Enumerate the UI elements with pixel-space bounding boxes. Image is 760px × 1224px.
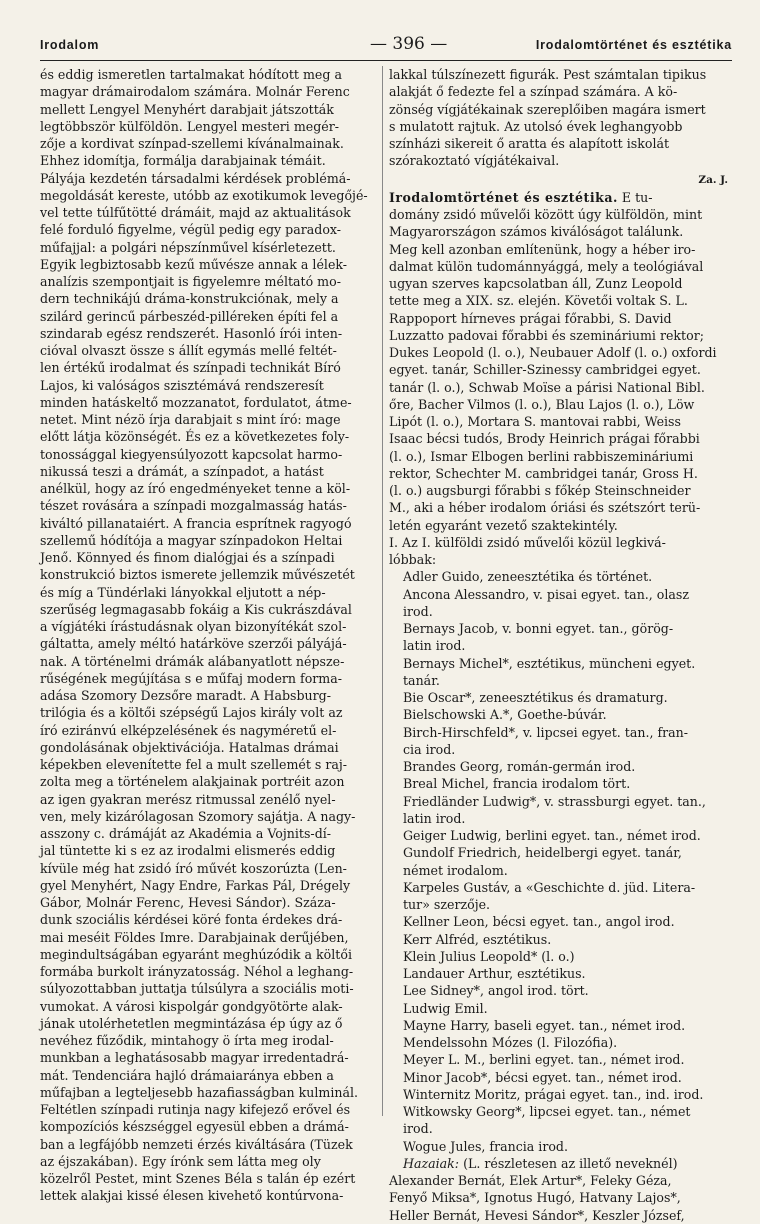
scholar-entry: Karpeles Gustáv, a «Geschichte d. jüd. Litera- tur» szerzője. [403,879,696,912]
scholar-entry: Ludwig Emil. [403,1000,488,1016]
scholar-entry: Winternitz Moritz, prágai egyet. tan., ind. irod. [403,1086,704,1102]
scholar-entry: Lee Sidney*, angol irod. tört. [403,983,589,999]
header-right-title: Irodalomtörténet és esztétika [535,38,732,52]
scholar-entry: Brandes Georg, román-germán irod. [403,759,636,774]
scholar-entry: Bernays Michel*, esztétikus, müncheni egyet. tanár. [403,655,696,688]
scholar-entry: Bie Oscar*, zeneesztétikus és dramaturg. [403,690,668,705]
scholar-entry: Kellner Leon, bécsi egyet. tan., angol irod. [403,914,675,930]
scholar-entry: Breal Michel, francia irodalom tört. [403,776,631,792]
right-column-intro: lakkal túlszínezett figurák. Pest számtalan tipikus alakját ő fedezte fel a színpad számára. A kö- zönség vígjátékainak szereplőiben magára ismert s mulatott rajtuk. Az utolsó évek leghangyobb színházi sikereit ő aratta és alapított iskolát szórakoztató vígjátékaival. [389,67,707,169]
left-column-text: és eddig ismeretlen tartalmakat hódított meg a magyar drámairodalom számára. Molnár Ferenc mellett Lengyel Menyhért darabjait játszották legtöbbször külföldön. Lengyel mesteri megér- zője a kordivat színpad-szellemi kívánalmainak. Ehhez idomítja, formálja darabjainak témáit. Pályája kezdetén társadalmi kérdések problémá- megoldását kereste, utóbb az exotikumok levegőjé- vel tette túlfűtötté drámáit, majd az aktualitások felé forduló figyelme, végül pedig egy paradox- műfajjal: a polgári népszínművel kísérletezett. Egyik legbiztosabb kezű művésze annak a lélek- analízis szempontjait is figyelemre méltató mo- dern technikájú dráma-konstrukciónak, mely a szilárd gerincű párbeszéd-pilléreken építi fel a szindarab egész rendszerét. Hasonló írói inten- cióval olvaszt össze s állít egymás mellé feltét- len értékű irodalmat és színpadi technikát Bíró Lajos, ki valóságos szisztémává rendszeresít minden hatáskeltő mozzanatot, fordulatot, átme- netet. Mint nézö írja darabjait s mint író: mage előtt látja közönségét. És ez a következetes foly- tonossággal kiegyensúlyozott kapcsolat harmo- nikussá teszi a drámát, a színpadot, a hatást anélkül, hogy az író engedményeket tenne a köl- tészet rovására a színpadi mozgalmasság hatás- kiváltó pillanataiért. A francia esprítnek ragyogó szellemű hódítója a magyar színpadokon Heltai Jenő. Könnyed és finom dialógjai és a színpadi konstrukció biztos ismerete jellemzik művészetét és míg a Tündérlaki lányokkal eljutott a nép- szerűség legmagasabb fokáig a Kis cukrászdával a vígjátéki írástudásnak olyan bizonyítékát szol- gáltatta, amely méltó határköve szerzői pályájá- nak. A történelmi drámák alábanyatlott népsze- rűségének megújítása s e műfaj modern forma- adása Szomory Dezsőre maradt. A Habsburg- trilógia és a költői szépségű Lajos király volt az író eziránvú elképzelésének és nagyméretű el- gondolásának objektivációja. Hatalmas drámai képekben elevenítette fel a mult szellemét s raj- zolta meg a történelem alakjainak portréit azon az igen gyakran merész ritmussal zenélő nyel- ven, mely kizárólagosan Szomory sajátja. A nagy- asszony c. drámáját az Akadémia a Vojnits-dí- jal tüntette ki s ez az irodalmi elismerés eddig kívüle még hat zsidó író művét koszorúzta (Len- gyel Menyhért, Nagy Endre, Farkas Pál, Drégely Gábor, Molnár Ferenc, Hevesi Sándor). Száza- dunk szociális kérdései köré fonta érdekes drá- mai meséit Földes Imre. Darabjainak derűjében, megindultságában egyaránt meghúzódik a költői formába burkolt irányzatosság. Néhol a leghang- súlyozottabban juttatja túlsúlyra a szociális moti- vumokat. A városi kispolgár gondgyötörte alak- jának utolérhetetlen megmintázása ép úgy az ő nevéhez fűződik, mintahogy ö írta meg irodal- munkban a leghatásosabb magyar irredentadrá- mát. Tendenciára hajló drámaiaránya ebben a műfajban a legteljesebb hazafiasságban kulminál. Feltétlen színpadi rutinja nagy kifejező erővel és kompozíciós készséggel egyesül ebben a drámá- ban a legfájóbb nemzeti érzés kiváltására (Tüzek az éjszakában). Egy írónk sem látta meg oly közelről Pestet, mint Szenes Béla s talán ép ezért lettek alakjai kissé élesen kivehető kontúrvona- [40,67,368,1204]
scholar-entry: Witkowsky Georg*, lipcsei egyet. tan., német irod. [403,1104,691,1137]
scholar-entry: Mendelssohn Mózes (l. Filozófia). [403,1035,618,1050]
author-signature: Za. J. [698,173,728,186]
column-divider [382,66,383,1116]
scholar-entry: Friedländer Ludwig*, v. strassburgi egyet. tan., latin irod. [403,793,706,826]
scholar-entry: Gundolf Friedrich, heidelbergi egyet. tanár, német irodalom. [403,845,682,878]
hazaiak-paragraph [389,1155,728,1224]
scholar-entry: Meyer L. M., berlini egyet. tan., német irod. [403,1052,685,1068]
scholar-list [389,568,728,1155]
scholar-entry: Klein Julius Leopold* (l. o.) [403,948,575,964]
scholar-entry: Bernays Jacob, v. bonni egyet. tan., görög- latin irod. [403,621,674,654]
scholar-entry: Kerr Alfréd, esztétikus. [403,931,552,947]
right-column [389,66,728,1224]
page-number: — 396 — [370,34,448,54]
header-rule [40,60,732,61]
scholar-entry: Ancona Alessandro, v. pisai egyet. tan., olasz irod. [403,586,690,619]
hazaiak-label: Hazaiak: [403,1155,460,1171]
header-left-title: Irodalom [40,38,100,52]
scholar-entry: Geiger Ludwig, berlini egyet. tan., német irod. [403,828,701,843]
scholar-entry: Adler Guido, zeneesztétika és történet. [403,569,653,585]
hazaiak-text: (L. részletesen az illető neveknél) Alexander Bernát, Elek Artur*, Feleky Géza, Fenyő Miksa*, Ignotus Hugó, Hatvany Lajos*, Heller Bernát, Hevesi Sándor*, Keszler József, [389,1155,685,1223]
scholar-entry: Minor Jacob*, bécsi egyet. tan., német irod. [403,1069,682,1085]
scholar-entry: Landauer Arthur, esztétikus. [403,966,586,981]
scholar-entry: Bielschowski A.*, Goethe-búvár. [403,707,607,723]
scholar-entry: Birch-Hirschfeld*, v. lipcsei egyet. tan., fran- cia irod. [403,724,689,757]
scholar-entry: Mayne Harry, baseli egyet. tan., német irod. [403,1017,686,1033]
section-heading: Irodalomtörténet és esztétika. [389,189,618,205]
running-header [40,34,732,56]
section-body: E tu- domány zsidó művelői között úgy külföldön, mint Magyarországon számos kiválóságot találunk. Meg kell azonban említenünk, hogy a héber iro- dalmat külön tudománnyággá, mely a teológiával ugyan szerves kapcsolatban áll, Zunz Leopold tette meg a XIX. sz. elején. Követői voltak S. L. Rappoport hírneves prágai főrabbi, S. David Luzzatto padovai főrabbi és szemináriumi rektor; Dukes Leopold (l. o.), Neubauer Adolf (l. o.) oxfordi egyet. tanár, Schiller-Szinessy cambridgei egyet. tanár (l. o.), Schwab Moïse a párisi National Bibl. őre, Bacher Vilmos (l. o.), Blau Lajos (l. o.), Löw Lipót (l. o.), Mortara S. mantovai rabbi, Weiss Isaac bécsi tudós, Brody Heinrich prágai főrabbi (l. o.), Ismar Elbogen berlini rabbiszemináriumi rektor, Schechter M. cambridgei tanár, Gross H. (l. o.) augsburgi főrabbi s főkép Steinschneider M., aki a héber irodalom óriási és szétszórt terü- letén egyaránt vezető szaktekintély. I. Az I. külföldi zsidó művelői közül legkivá- lóbbak: [389,189,717,567]
scholar-entry: Wogue Jules, francia irod. [403,1138,568,1154]
left-column [40,66,375,1205]
section-irodalomtortenet [389,189,728,569]
